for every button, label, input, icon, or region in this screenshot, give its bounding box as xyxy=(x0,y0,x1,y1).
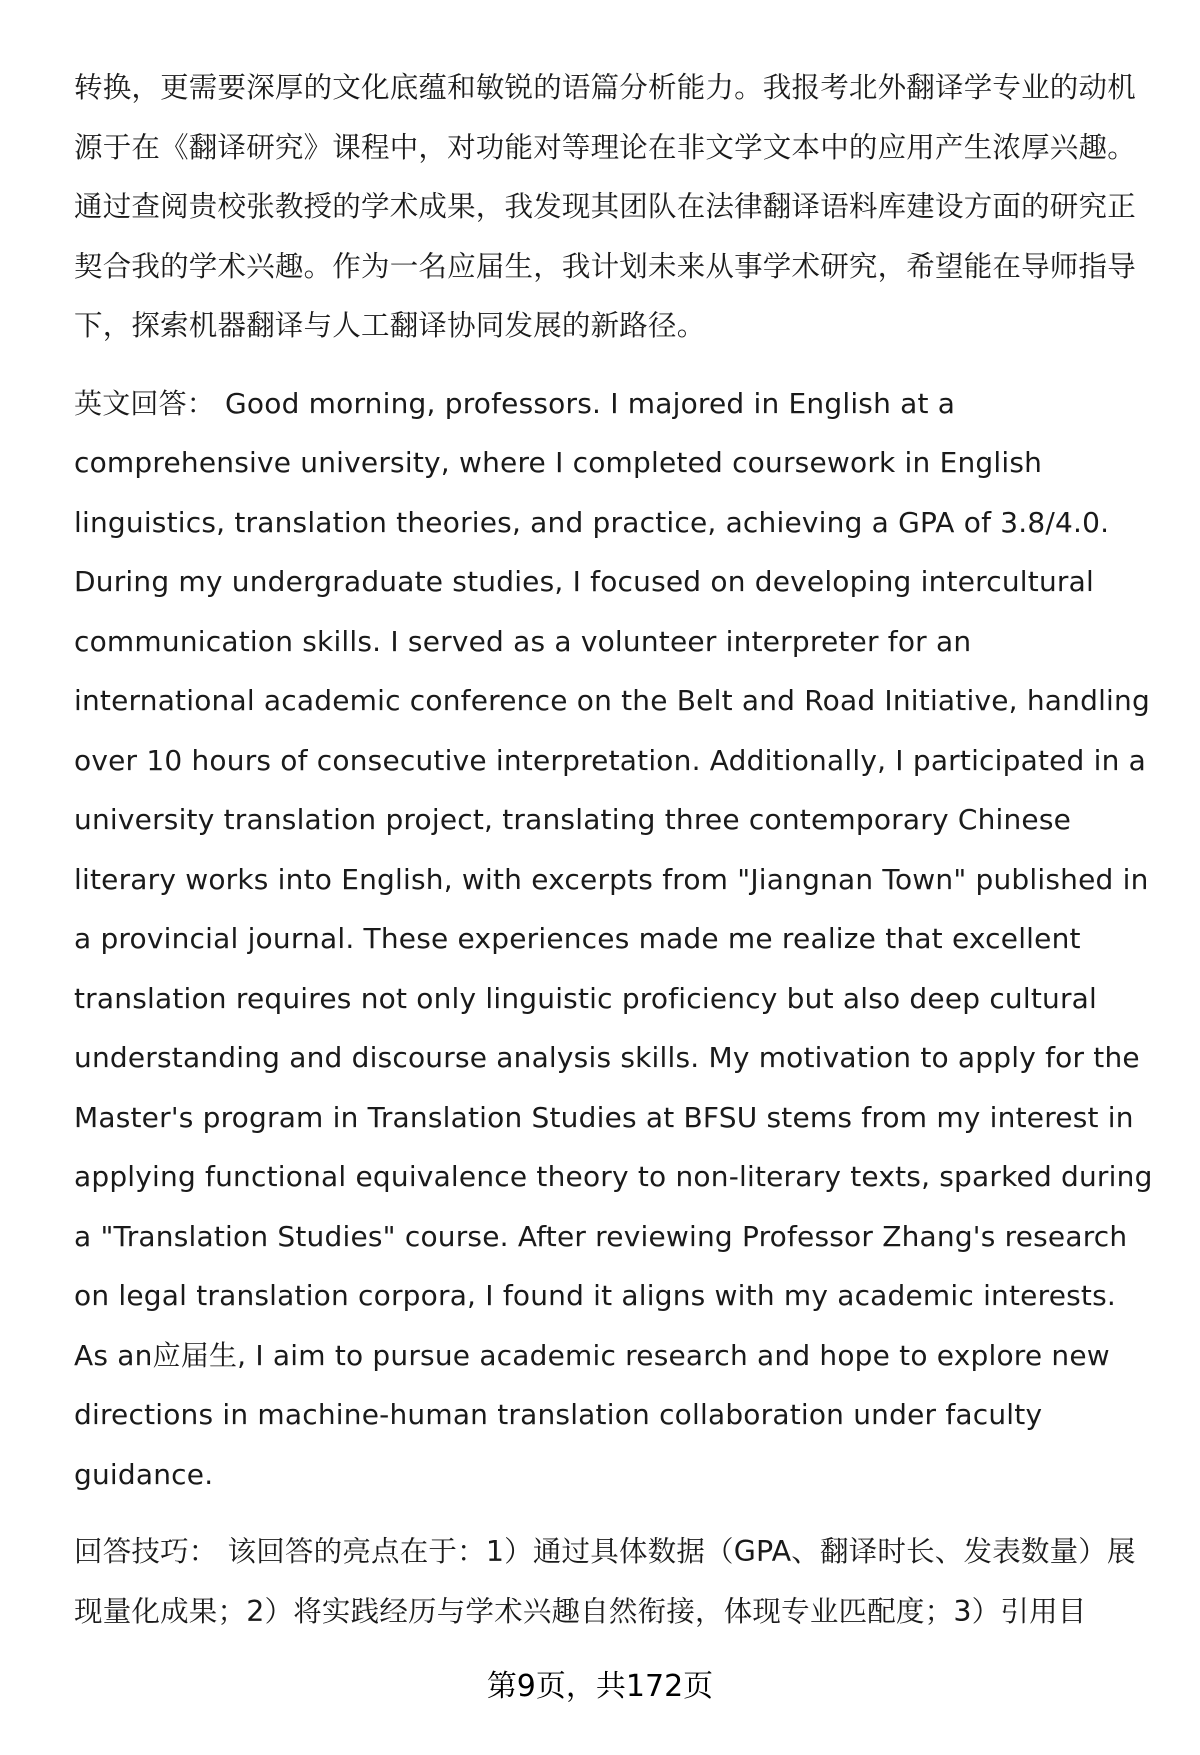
english-answer-text: Good morning, professors. I majored in English at a comprehensive university, where I completed coursework in English linguistics, translation theories, and practice, achieving a GPA of 3.8/4.0. During my undergraduate studies, I focused on developing intercultural communication skills. I served as a volunteer interpreter for an international academic conference on the Belt and Road Initiative, handling over 10 hours of consecutive interpretation. Additionally, I participated in a university translation project, translating three contemporary Chinese literary works into English, with excerpts from "Jiangnan Town" published in a provincial journal. These experiences made me realize that excellent translation requires not only linguistic proficiency but also deep cultural understanding and discourse analysis skills. My motivation to apply for the Master's program in Translation Studies at BFSU stems from my interest in applying functional equivalence theory to non-literary texts, sparked during a "Translation Studies" course. After reviewing Professor Zhang's research on legal translation corpora, I found it aligns with my academic interests. As an应届生, I aim to pursue academic research and hope to explore new directions in machine-human translation collaboration under faculty guidance. xyxy=(74,386,1153,1491)
tips-label: 回答技巧： xyxy=(74,1535,218,1568)
document-page xyxy=(74,58,1154,1641)
page-number-footer: 第9页，共172页 xyxy=(486,1669,714,1704)
paragraph-chinese-continuation: 转换，更需要深厚的文化底蕴和敏锐的语篇分析能力。我报考北外翻译学专业的动机源于在《翻译研究》课程中，对功能对等理论在非文学文本中的应用产生浓厚兴趣。通过查阅贵校张教授的学术成果，我发现其团队在法律翻译语料库建设方面的研究正契合我的学术兴趣。作为一名应届生，我计划未来从事学术研究，希望能在导师指导下，探索机器翻译与人工翻译协同发展的新路径。 xyxy=(74,71,1136,342)
paragraph-english-answer xyxy=(74,374,1154,1505)
paragraph-answer-tips xyxy=(74,1522,1154,1641)
tips-text: 该回答的亮点在于：1）通过具体数据（GPA、翻译时长、发表数量）展现量化成果；2）将实践经历与学术兴趣自然衔接，体现专业匹配度；3）引用目 xyxy=(74,1535,1136,1628)
english-answer-label: 英文回答： xyxy=(74,386,216,420)
